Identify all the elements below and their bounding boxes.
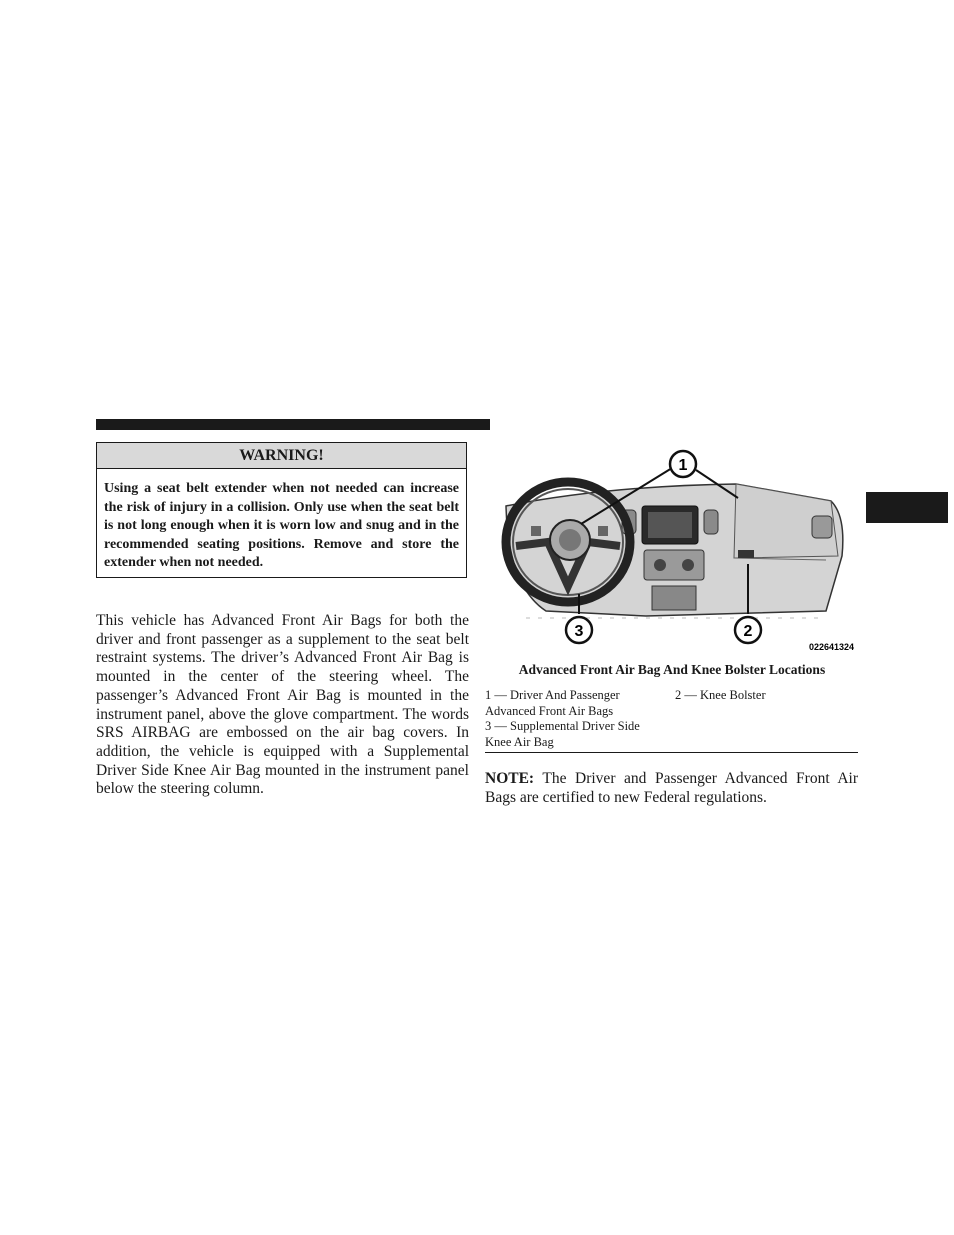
warning-title: WARNING! — [97, 443, 466, 469]
legend-rule — [485, 752, 858, 753]
note-label: NOTE: — [485, 770, 535, 787]
warning-box — [96, 442, 467, 578]
callout-2: 2 — [743, 623, 753, 640]
warning-text: Using a seat belt extender when not needed can increase the risk of injury in a collision. Only use when the seat belt is not long enough when it is worn low and snug and in the recommended seating positions. Remove and store the extender when not needed. — [104, 481, 459, 570]
dashboard-drawing — [486, 446, 858, 656]
dashboard-illustration — [486, 446, 858, 656]
section-top-rule — [96, 419, 490, 430]
chapter-tab — [866, 492, 948, 523]
legend-item-1: 1 — Driver And Passenger Advanced Front Air Bags — [485, 688, 620, 718]
legend-item-3: 3 — Supplemental Driver Side Knee Air Bag — [485, 719, 640, 749]
note-text: The Driver and Passenger Advanced Front Air Bags are certified to new Federal regulations. — [485, 770, 858, 806]
callout-1: 1 — [678, 457, 688, 474]
legend-item-2: 2 — Knee Bolster — [675, 688, 766, 702]
note-paragraph — [485, 770, 858, 807]
figure-caption: Advanced Front Air Bag And Knee Bolster Locations — [518, 662, 826, 677]
image-code: 022641324 — [808, 642, 854, 652]
body-paragraph: This vehicle has Advanced Front Air Bags for both the driver and front passenger as a supplement to the seat belt restraint systems. The driver’s Advanced Front Air Bag is mounted in the center of the steering wheel. The passenger’s Advanced Front Air Bag is mounted in the instrument panel, above the glove compartment. The words SRS AIRBAG are embossed on the air bag covers. In addition, the vehicle is equipped with a Supplemental Driver Side Knee Air Bag mounted in the instrument panel below the steering column. — [96, 612, 469, 798]
callout-3: 3 — [574, 623, 584, 640]
